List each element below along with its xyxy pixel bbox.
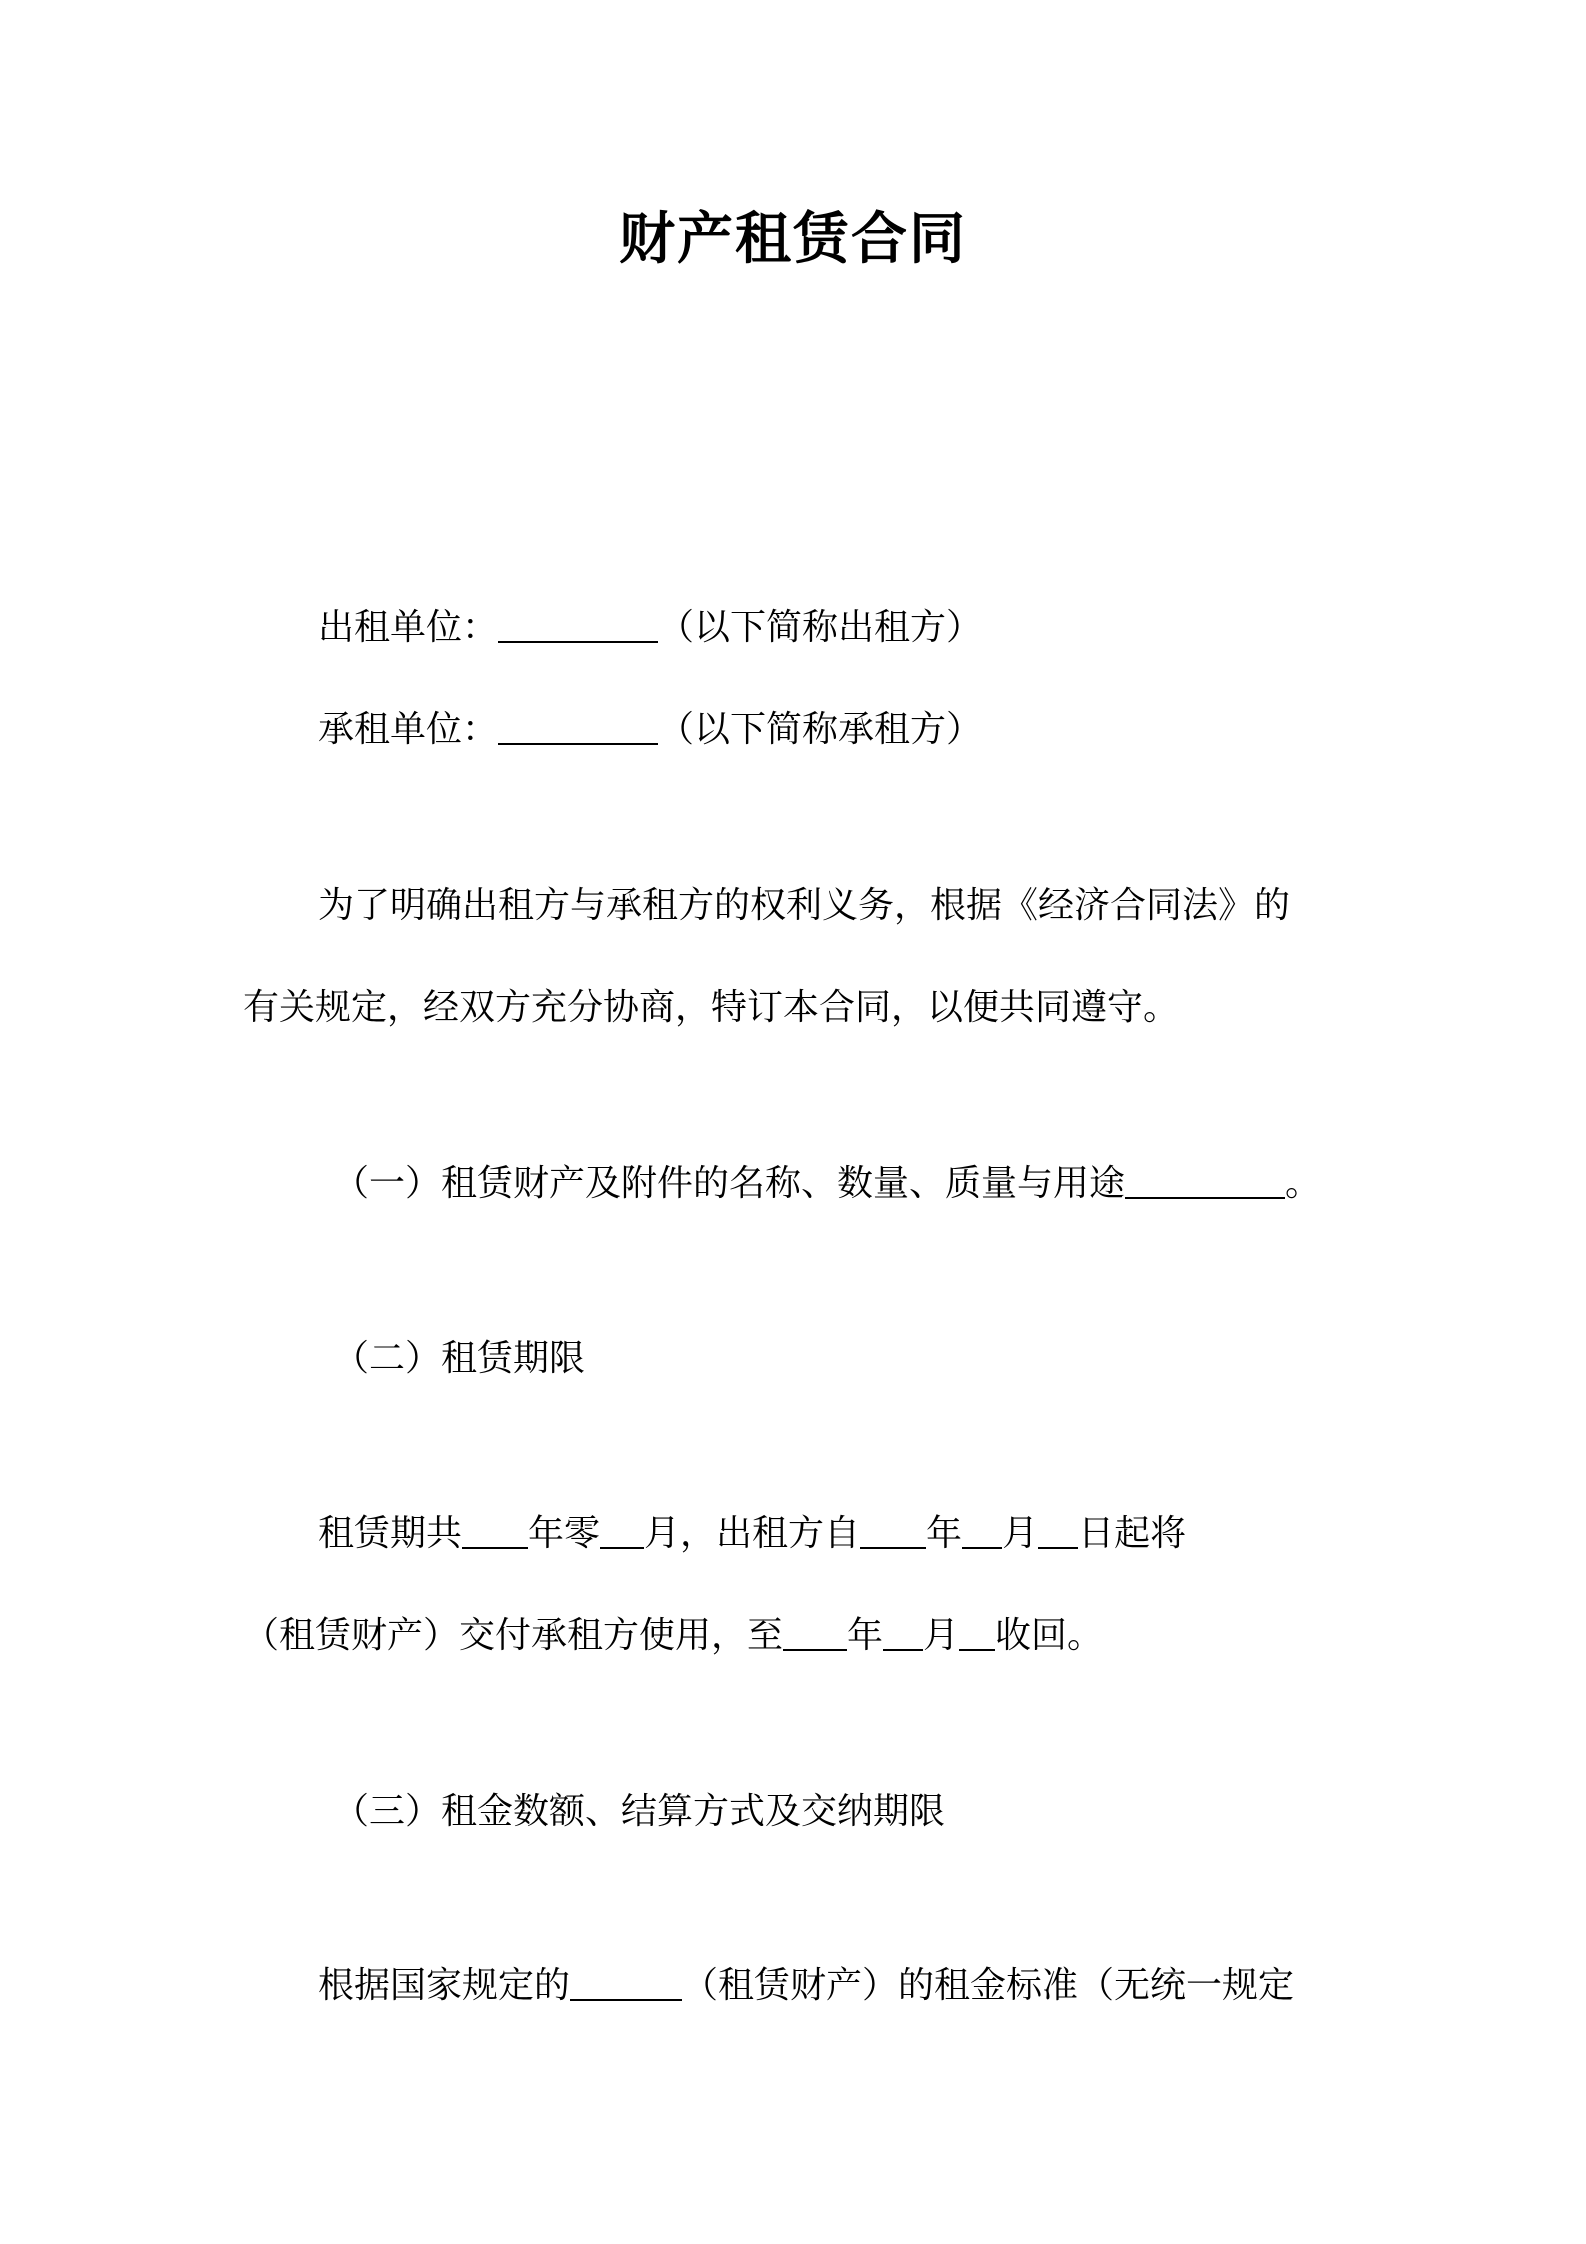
section-3-heading: （三）租金数额、结算方式及交纳期限 <box>333 1791 946 1832</box>
section-3-line-1 <box>318 1962 1294 2010</box>
lessee-suffix: （以下简称承租方） <box>658 709 983 750</box>
section-2-line-1 <box>318 1510 1186 1558</box>
lessor-line <box>318 604 982 652</box>
start-year-blank <box>860 1511 926 1549</box>
start-month-blank <box>962 1511 1002 1549</box>
lease-period-label: 租赁期共 <box>318 1513 463 1554</box>
section-1-text: （一）租赁财产及附件的名称、数量、质量与用途 <box>333 1163 1126 1204</box>
rent-standard-label: 根据国家规定的 <box>318 1965 571 2006</box>
rent-standard-text: （租赁财产）的租金标准（无统一规定 <box>682 1965 1295 2006</box>
years-blank <box>462 1511 528 1549</box>
end-year-blank <box>783 1613 847 1651</box>
end-day-blank <box>959 1613 995 1651</box>
start-day-unit: 日起将 <box>1078 1513 1187 1554</box>
rent-property-blank <box>570 1963 682 2001</box>
preamble-line-2: 有关规定，经双方充分协商，特订本合同，以便共同遵守。 <box>243 987 1180 1028</box>
document-title: 财产租赁合同 <box>619 207 967 272</box>
lessee-blank <box>498 707 658 745</box>
lessee-line <box>318 706 982 754</box>
delivery-text: （租赁财产）交付承租方使用，至 <box>243 1615 784 1656</box>
lessor-label: 出租单位： <box>318 607 499 648</box>
start-label: 月，出租方自 <box>644 1513 861 1554</box>
end-month-blank <box>883 1613 923 1651</box>
section-2-heading: （二）租赁期限 <box>333 1338 586 1379</box>
section-2-line-2 <box>243 1612 1103 1660</box>
return-text: 收回。 <box>995 1615 1104 1656</box>
start-day-blank <box>1038 1511 1078 1549</box>
end-month-unit: 月 <box>923 1615 960 1656</box>
start-month-unit: 月 <box>1002 1513 1039 1554</box>
years-unit: 年零 <box>528 1513 601 1554</box>
section-1-end: 。 <box>1285 1163 1322 1204</box>
start-year-unit: 年 <box>926 1513 963 1554</box>
section-1 <box>333 1160 1321 1208</box>
lessor-blank <box>498 605 658 643</box>
preamble-line-1: 为了明确出租方与承租方的权利义务，根据《经济合同法》的 <box>318 885 1291 926</box>
months-blank <box>600 1511 644 1549</box>
lessee-label: 承租单位： <box>318 709 499 750</box>
end-year-unit: 年 <box>847 1615 884 1656</box>
lessor-suffix: （以下简称出租方） <box>658 607 983 648</box>
section-1-blank <box>1125 1161 1285 1199</box>
